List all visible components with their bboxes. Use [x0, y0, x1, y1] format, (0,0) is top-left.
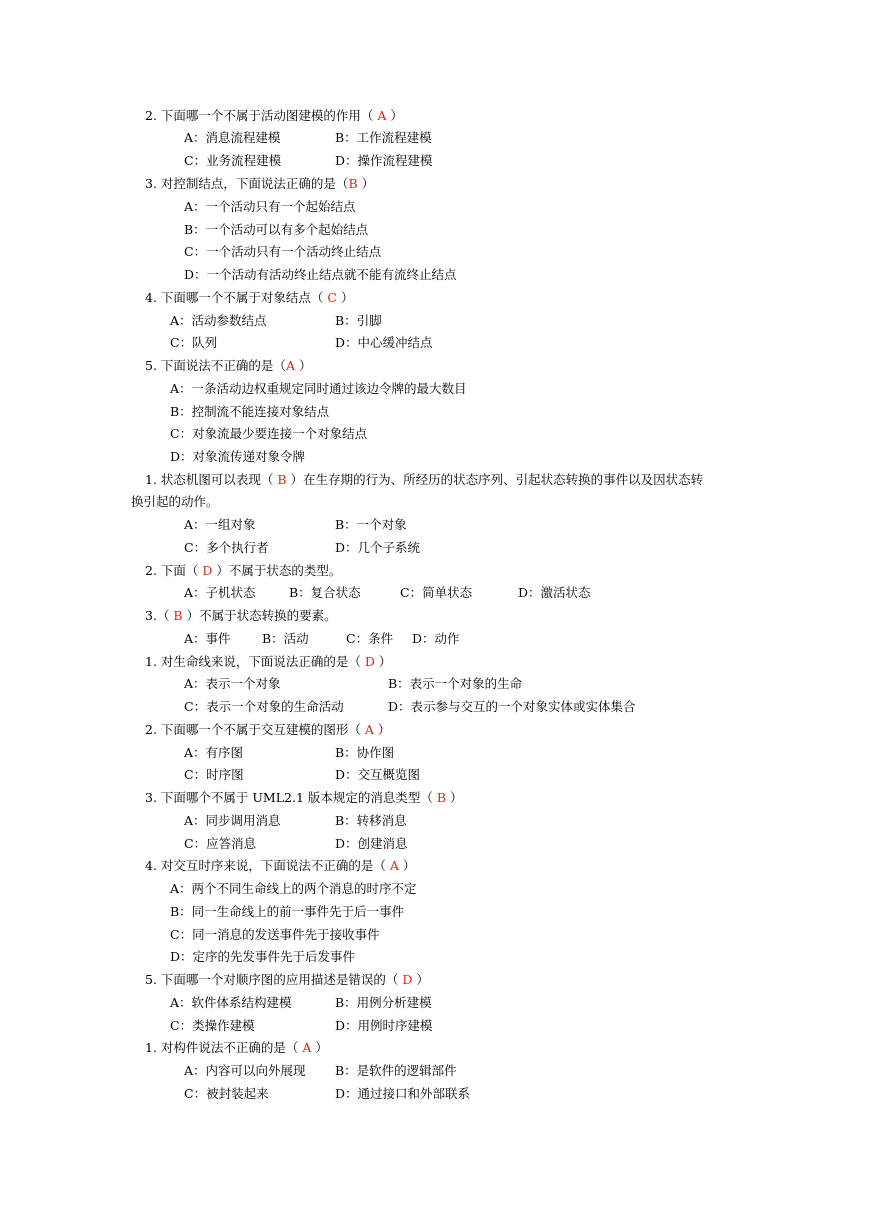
option: A：软件体系结构建模 [170, 995, 292, 1010]
option: D：表示参与交互的一个对象实体或实体集合 [388, 699, 636, 714]
option: C：业务流程建模 [184, 153, 282, 168]
option: A：两个不同生命线上的两个消息的时序不定 [170, 881, 417, 896]
option: A：一组对象 [184, 517, 256, 532]
question-text-end: ） [294, 358, 312, 373]
option: B：同一生命线上的前一事件先于后一事件 [170, 904, 405, 919]
answer-letter: B [436, 790, 447, 805]
answer-letter: A [285, 358, 295, 373]
option: C：条件 [346, 631, 394, 646]
question-text: 对交互时序来说，下面说法不正确的是（ [160, 858, 390, 873]
option: A：有序图 [184, 745, 244, 760]
question-text: 下面哪个不属于 UML2.1 版本规定的消息类型（ [160, 790, 437, 805]
question [145, 1040, 328, 1056]
answer-letter: D [202, 563, 213, 578]
question [145, 472, 703, 488]
answer-letter: A [389, 858, 399, 873]
option: D：一个活动有活动终止结点就不能有流终止结点 [184, 267, 457, 282]
question-number: 5. [145, 358, 157, 373]
question-text-end: ）在生存期的行为、所经历的状态序列、引起状态转换的事件以及因状态转 [286, 472, 704, 487]
option: D：几个子系统 [335, 540, 421, 555]
question-number: 5. [145, 972, 157, 987]
option: B：活动 [262, 631, 309, 646]
question-text: 对控制结点，下面说法正确的是（ [160, 176, 349, 191]
option: D：通过接口和外部联系 [335, 1086, 471, 1101]
question-text: 对生命线来说，下面说法正确的是（ [160, 654, 365, 669]
option: C：对象流最少要连接一个对象结点 [170, 426, 368, 441]
option: D：交互概览图 [335, 767, 421, 782]
question-text-end: ）不属于状态的类型。 [212, 563, 342, 578]
answer-letter: A [377, 108, 387, 123]
option: B：工作流程建模 [335, 130, 432, 145]
question-number: 2. [145, 722, 157, 737]
question-number: 4. [145, 858, 157, 873]
option: D：中心缓冲结点 [335, 335, 433, 350]
option: B：控制流不能连接对象结点 [170, 404, 330, 419]
question-number: 3. [145, 790, 157, 805]
question [145, 290, 353, 306]
question [145, 608, 337, 624]
question-text: 状态机图可以表现（ [160, 472, 278, 487]
question [145, 358, 311, 374]
question [145, 972, 429, 988]
question [145, 176, 374, 192]
question-number: 2. [145, 563, 157, 578]
answer-letter: B [277, 472, 287, 487]
question-text-end: ）不属于状态转换的要素。 [182, 608, 337, 623]
option: A：事件 [184, 631, 231, 646]
question [145, 790, 463, 806]
option: B：用例分析建模 [335, 995, 432, 1010]
question-number: 4. [145, 290, 157, 305]
option: C：同一消息的发送事件先于接收事件 [170, 927, 380, 942]
option: D：动作 [412, 631, 460, 646]
answer-letter: B [348, 176, 358, 191]
option: B：表示一个对象的生命 [388, 676, 523, 691]
question-continuation: 换引起的动作。 [131, 494, 219, 509]
question [145, 722, 390, 738]
question-text: 下面说法不正确的是（ [160, 358, 286, 373]
option: A：子机状态 [184, 585, 256, 600]
option: C：多个执行者 [184, 540, 269, 555]
option: D：定序的先发事件先于后发事件 [170, 949, 356, 964]
answer-letter: B [173, 608, 183, 623]
question-text: 下面哪一个不属于交互建模的图形（ [160, 722, 365, 737]
question-text-end: ） [412, 972, 429, 987]
question-text-end: ） [386, 108, 403, 123]
question-text-end: ） [311, 1040, 328, 1055]
option: B：复合状态 [289, 585, 361, 600]
answer-letter: C [327, 290, 337, 305]
answer-letter: A [302, 1040, 312, 1055]
question-number: 2. [145, 108, 157, 123]
option: D：对象流传递对象令牌 [170, 449, 306, 464]
question-number: 3. [145, 176, 157, 191]
option: C：队列 [170, 335, 218, 350]
option: C：应答消息 [184, 836, 257, 851]
option: A：消息流程建模 [184, 130, 281, 145]
question-number: 3. [145, 608, 157, 623]
question-text: 下面（ [160, 563, 203, 578]
option: D：创建消息 [335, 836, 408, 851]
option: D：操作流程建模 [335, 153, 433, 168]
question-text-end: ） [373, 722, 391, 737]
question [145, 654, 391, 670]
question-number: 1. [145, 654, 157, 669]
answer-letter: D [364, 654, 375, 669]
question-text-end: ） [357, 176, 375, 191]
option: A：内容可以向外展现 [184, 1063, 306, 1078]
option: B：一个对象 [335, 517, 407, 532]
option: C：表示一个对象的生命活动 [184, 699, 344, 714]
option: C：类操作建模 [170, 1018, 255, 1033]
option: A：表示一个对象 [184, 676, 281, 691]
option: C：被封装起来 [184, 1086, 269, 1101]
option: D：用例时序建模 [335, 1018, 433, 1033]
question-number: 1. [145, 1040, 157, 1055]
option: A：一条活动边权重规定同时通过该边令牌的最大数目 [170, 381, 467, 396]
option: C：一个活动只有一个活动终止结点 [184, 244, 382, 259]
question-text: 下面哪一个不属于活动图建模的作用（ [160, 108, 378, 123]
option: C：简单状态 [400, 585, 473, 600]
question [145, 563, 341, 579]
option: B：是软件的逻辑部件 [335, 1063, 457, 1078]
question-number: 1. [145, 472, 157, 487]
option: B：引脚 [335, 313, 382, 328]
question-text-end: ） [374, 654, 392, 669]
option: C：时序图 [184, 767, 244, 782]
question-text: 下面哪一个对顺序图的应用描述是错误的（ [160, 972, 403, 987]
question [145, 108, 403, 124]
question-text-end: ） [446, 790, 463, 805]
option: B：协作图 [335, 745, 395, 760]
answer-letter: D [402, 972, 413, 987]
question-text-end: ） [336, 290, 354, 305]
question-text: 对构件说法不正确的是（ [160, 1040, 303, 1055]
option: B：转移消息 [335, 813, 407, 828]
option: D：激活状态 [518, 585, 591, 600]
question-text-end: ） [398, 858, 416, 873]
option: A：活动参数结点 [170, 313, 267, 328]
option: A：一个活动只有一个起始结点 [184, 199, 356, 214]
question-text: （ [156, 608, 174, 623]
option: A：同步调用消息 [184, 813, 281, 828]
answer-letter: A [364, 722, 374, 737]
question [145, 858, 415, 874]
question-text: 下面哪一个不属于对象结点（ [160, 290, 328, 305]
option: B：一个活动可以有多个起始结点 [184, 222, 369, 237]
